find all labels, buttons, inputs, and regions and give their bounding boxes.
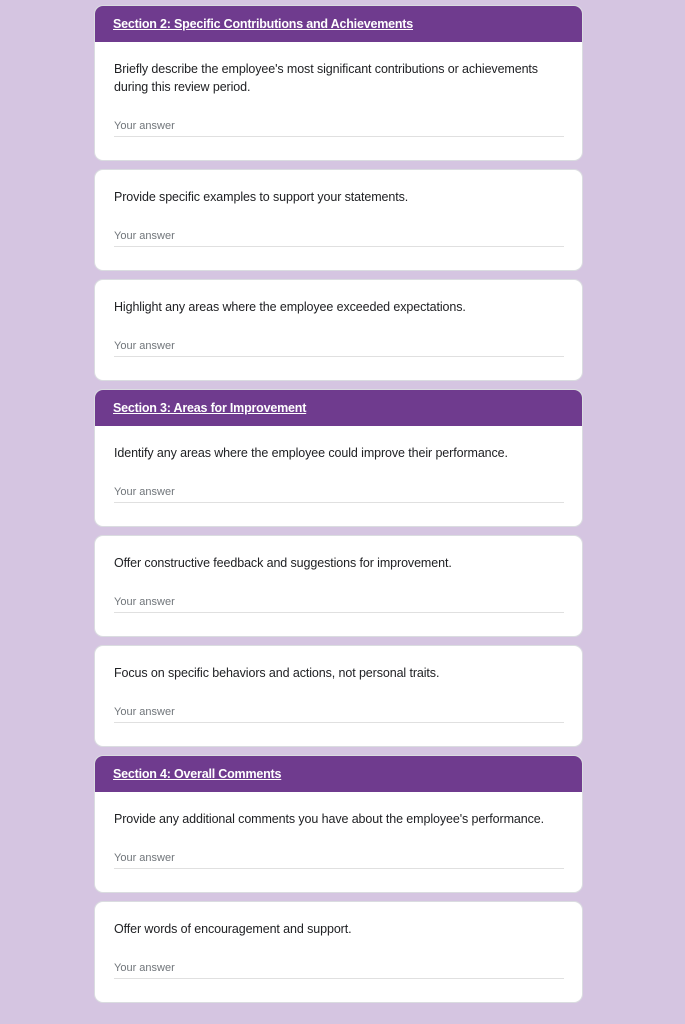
form-container — [95, 6, 582, 1012]
section-3-header — [95, 390, 582, 426]
section-2-header — [95, 6, 582, 42]
section-3-card — [95, 390, 582, 526]
answer-input[interactable] — [114, 962, 564, 978]
question-text: Offer constructive feedback and suggestions for improvement. — [114, 556, 452, 570]
answer-input[interactable] — [114, 120, 564, 136]
answer-underline — [114, 226, 564, 247]
answer-underline — [114, 592, 564, 613]
answer-underline — [114, 482, 564, 503]
answer-underline — [114, 702, 564, 723]
question-text: Offer words of encouragement and support. — [114, 922, 352, 936]
answer-input[interactable] — [114, 340, 564, 356]
question-card — [95, 536, 582, 636]
section-4-title: Section 4: Overall Comments — [113, 767, 282, 781]
question-text: Identify any areas where the employee could improve their performance. — [114, 446, 508, 460]
question-text: Focus on specific behaviors and actions, not personal traits. — [114, 666, 440, 680]
section-4-header — [95, 756, 582, 792]
answer-input[interactable] — [114, 706, 564, 722]
question-text: Provide specific examples to support your statements. — [114, 190, 409, 204]
question-card — [95, 170, 582, 270]
question-card — [95, 646, 582, 746]
section-4-card — [95, 756, 582, 892]
answer-underline — [114, 958, 564, 979]
section-2-title: Section 2: Specific Contributions and Achievements — [113, 17, 414, 31]
question-text: Briefly describe the employee's most significant contributions or achievements during this review period. — [114, 62, 538, 94]
question-card — [95, 426, 582, 526]
answer-underline — [114, 116, 564, 137]
question-card — [95, 792, 582, 892]
question-card — [95, 902, 582, 1002]
answer-input[interactable] — [114, 230, 564, 246]
answer-underline — [114, 336, 564, 357]
answer-input[interactable] — [114, 852, 564, 868]
question-text: Provide any additional comments you have about the employee's performance. — [114, 812, 544, 826]
answer-underline — [114, 848, 564, 869]
section-2-card — [95, 6, 582, 160]
answer-input[interactable] — [114, 486, 564, 502]
answer-input[interactable] — [114, 596, 564, 612]
question-card — [95, 280, 582, 380]
section-3-title: Section 3: Areas for Improvement — [113, 401, 307, 415]
question-text: Highlight any areas where the employee exceeded expectations. — [114, 300, 466, 314]
question-card — [95, 42, 582, 160]
